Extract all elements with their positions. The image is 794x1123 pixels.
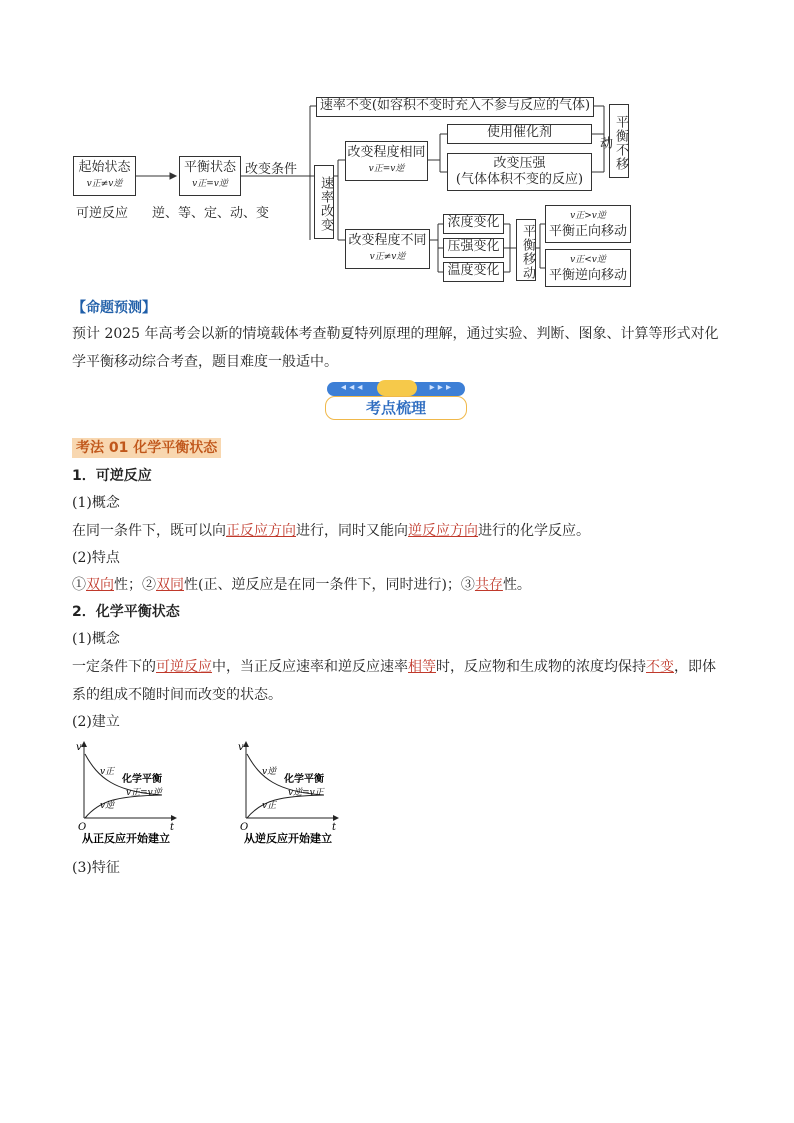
backward-shift-label: 平衡逆向移动 <box>548 268 627 283</box>
graph-reverse-origin: O <box>240 822 249 833</box>
s2-build-label: (2)建立 <box>72 714 120 730</box>
text-run: 进行的化学反应。 <box>478 523 590 539</box>
backward-condition: v正<v逆 <box>570 255 606 265</box>
answer-reverse-direction: 逆反应方向 <box>408 523 478 539</box>
banner-label: 考点梳理 <box>365 399 426 417</box>
pressure-change-label: 改变压强 <box>493 156 546 171</box>
graph-forward-eq-cond: v正=v逆 <box>126 788 162 798</box>
graph-reverse-caption: 从逆反应开始建立 <box>244 832 332 845</box>
equilibrium-state-label: 平衡状态 <box>183 160 236 175</box>
forward-condition: v正>v逆 <box>570 211 606 221</box>
start-state-condition: v正≠v逆 <box>86 179 123 189</box>
change-condition-label: 改变条件 <box>245 162 298 177</box>
text-run: 中，当正反应速率和逆反应速率 <box>212 659 408 675</box>
graph-forward-eq-label: 化学平衡 <box>122 774 162 785</box>
answer-coexistence: 共存 <box>474 577 503 593</box>
answer-reversible-reaction: 可逆反应 <box>156 659 212 675</box>
answer-simultaneity: 双同 <box>156 577 184 593</box>
pressure-change-box-2: 压强变化 <box>443 238 504 258</box>
graph-forward-x-label: t <box>170 822 175 833</box>
banner-center-tab <box>377 380 417 396</box>
text-run: ，即体系的组成不随时间而改变的状态。 <box>72 659 716 703</box>
text-run: 进行，同时又能向 <box>296 523 408 539</box>
graph-reverse-lower-curve <box>247 795 324 818</box>
graph-reverse <box>238 742 337 845</box>
diff-degree-condition: v正≠v逆 <box>369 252 406 262</box>
pressure-note: (气体体积不变的反应) <box>455 172 584 187</box>
banner-top-bar <box>327 382 465 396</box>
section-title: 考法 01 化学平衡状态 <box>72 438 221 458</box>
concentration-change-box: 浓度变化 <box>443 214 504 234</box>
equilibrium-state-box <box>179 156 241 196</box>
text-run: ① <box>72 577 86 593</box>
prediction-heading <box>72 294 722 322</box>
temperature-change-box: 温度变化 <box>443 262 504 282</box>
graph-reverse-eq-label: 化学平衡 <box>284 774 324 785</box>
graph-forward-caption: 从正反应开始建立 <box>82 832 170 845</box>
rate-time-graphs <box>70 738 370 850</box>
equilibrium-state-condition: v正=v逆 <box>192 179 228 189</box>
banner-right-arrows-icon: ▸ ▸ ▸ <box>429 382 451 393</box>
s2-traits-label: (3)特征 <box>72 860 120 876</box>
no-shift-box: 平衡不移动 <box>609 104 629 178</box>
graph-forward <box>76 742 175 845</box>
backward-shift-box <box>545 249 631 287</box>
answer-bidirectional: 双向 <box>86 577 114 593</box>
equilibrium-features-label: 逆、等、定、动、变 <box>152 206 270 221</box>
same-degree-box <box>345 141 428 181</box>
text-run: 在同一条件下，既可以向 <box>72 523 226 539</box>
text-run: 性。 <box>502 577 531 593</box>
graph-reverse-upper-label: v逆 <box>262 767 277 777</box>
text-run: 性(正、逆反应是在同一条件下，同时进行)；③ <box>184 577 475 593</box>
heading-reversible: 1．可逆反应 <box>72 468 152 484</box>
graph-forward-y-label: v <box>76 742 82 753</box>
banner-body <box>325 396 467 420</box>
forward-shift-label: 平衡正向移动 <box>548 224 627 239</box>
equilibrium-shift-box: 平衡移动 <box>516 219 536 281</box>
reversible-reaction-label: 可逆反应 <box>76 206 129 221</box>
answer-forward-direction: 正反应方向 <box>226 523 296 539</box>
same-degree-label: 改变程度相同 <box>347 145 426 160</box>
heading-equilibrium-state: 2．化学平衡状态 <box>72 604 180 620</box>
text-run: 时，反应物和生成物的浓度均保持 <box>436 659 646 675</box>
banner-left-arrows-icon: ◂ ◂ ◂ <box>341 382 363 393</box>
section-banner <box>325 382 469 420</box>
rate-change-box: 速率改变 <box>314 165 334 239</box>
diff-degree-label: 改变程度不同 <box>348 233 427 248</box>
graph-reverse-eq-cond: v逆=v正 <box>288 788 324 798</box>
s2-concept-text <box>72 653 722 709</box>
same-degree-condition: v正=v逆 <box>368 164 405 174</box>
text-run: 性；② <box>114 577 156 593</box>
graph-reverse-y-label: v <box>238 742 244 753</box>
section-title-wrap <box>72 437 221 457</box>
s1-feature-label: (2)特点 <box>72 550 120 566</box>
text-run: 一定条件下的 <box>72 659 156 675</box>
s1-feature-text <box>72 571 722 599</box>
answer-equal: 相等 <box>408 659 436 675</box>
catalyst-box: 使用催化剂 <box>447 124 592 144</box>
graph-forward-origin: O <box>78 822 87 833</box>
rate-unchanged-box: 速率不变(如容积不变时充入不参与反应的气体) <box>316 97 594 117</box>
prediction-text: 预计 2025 年高考会以新的情境载体考查勒夏特列原理的理解，通过实验、判断、图象、计算等形式对化学平衡移动综合考查，题目难度一般适中。 <box>72 326 719 370</box>
forward-shift-box <box>545 205 631 243</box>
answer-unchanged: 不变 <box>646 659 674 675</box>
graph-reverse-x-label: t <box>332 822 337 833</box>
start-state-label: 起始状态 <box>78 160 131 175</box>
graph-forward-upper-label: v正 <box>100 767 115 777</box>
s1-concept-text <box>72 517 722 545</box>
s2-concept-label: (1)概念 <box>72 631 120 647</box>
graph-forward-lower-curve <box>85 795 162 818</box>
pressure-change-box <box>447 153 592 191</box>
start-state-box <box>73 156 136 196</box>
graph-reverse-lower-label: v正 <box>262 801 277 811</box>
s1-concept-label: (1)概念 <box>72 495 120 511</box>
graph-forward-lower-label: v逆 <box>100 801 115 811</box>
prediction-heading-text: 【命题预测】 <box>72 300 156 316</box>
diff-degree-box <box>345 229 430 269</box>
